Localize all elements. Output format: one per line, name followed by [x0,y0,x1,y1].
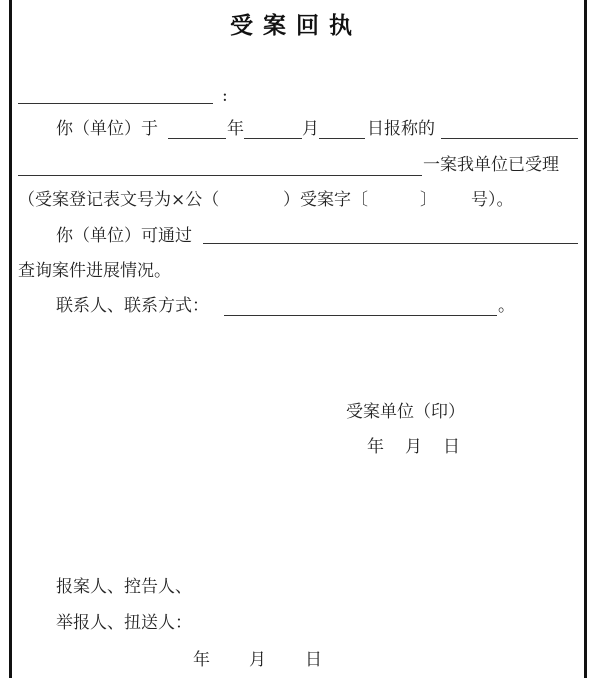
bottom-year: 年 [193,650,210,670]
left-border [9,0,12,678]
month-label: 月 [302,119,319,139]
contact-label: 联系人、联系方式： [56,296,209,316]
day-blank[interactable] [319,138,365,139]
bracket-close: 〕 [420,190,437,210]
contact-blank[interactable] [224,315,497,316]
signature-month: 月 [405,437,422,457]
form-title: 受案回执 [230,13,362,39]
signature-day: 日 [443,437,460,457]
number-end: 号）。 [471,190,514,210]
query-progress-text: 查询案件进展情况。 [18,261,171,281]
bottom-day: 日 [305,650,322,670]
you-unit-label: 你（单位）于 [56,119,158,139]
form-number-prefix: （受案登记表文号为×公（ [18,190,220,210]
accept-word-label: ）受案字〔 [283,190,368,210]
year-blank[interactable] [168,138,226,139]
informant-label: 举报人、扭送人： [56,613,192,633]
addressee-colon: : [222,86,228,106]
query-channel-blank[interactable] [203,243,578,244]
accepted-label: 一案我单位已受理 [423,155,559,175]
right-border [584,0,587,678]
month-blank[interactable] [244,138,302,139]
reporter-label: 报案人、控告人、 [56,577,192,597]
report-content-blank[interactable] [441,138,578,139]
case-name-blank[interactable] [18,175,422,176]
bottom-month: 月 [249,650,266,670]
accepting-unit-seal: 受案单位（印） [346,402,465,422]
contact-period: 。 [498,296,515,316]
year-label: 年 [227,119,244,139]
day-report-label: 日报称的 [367,119,435,139]
addressee-blank[interactable] [18,103,213,104]
signature-year: 年 [367,437,384,457]
via-label: 你（单位）可通过 [56,226,192,246]
